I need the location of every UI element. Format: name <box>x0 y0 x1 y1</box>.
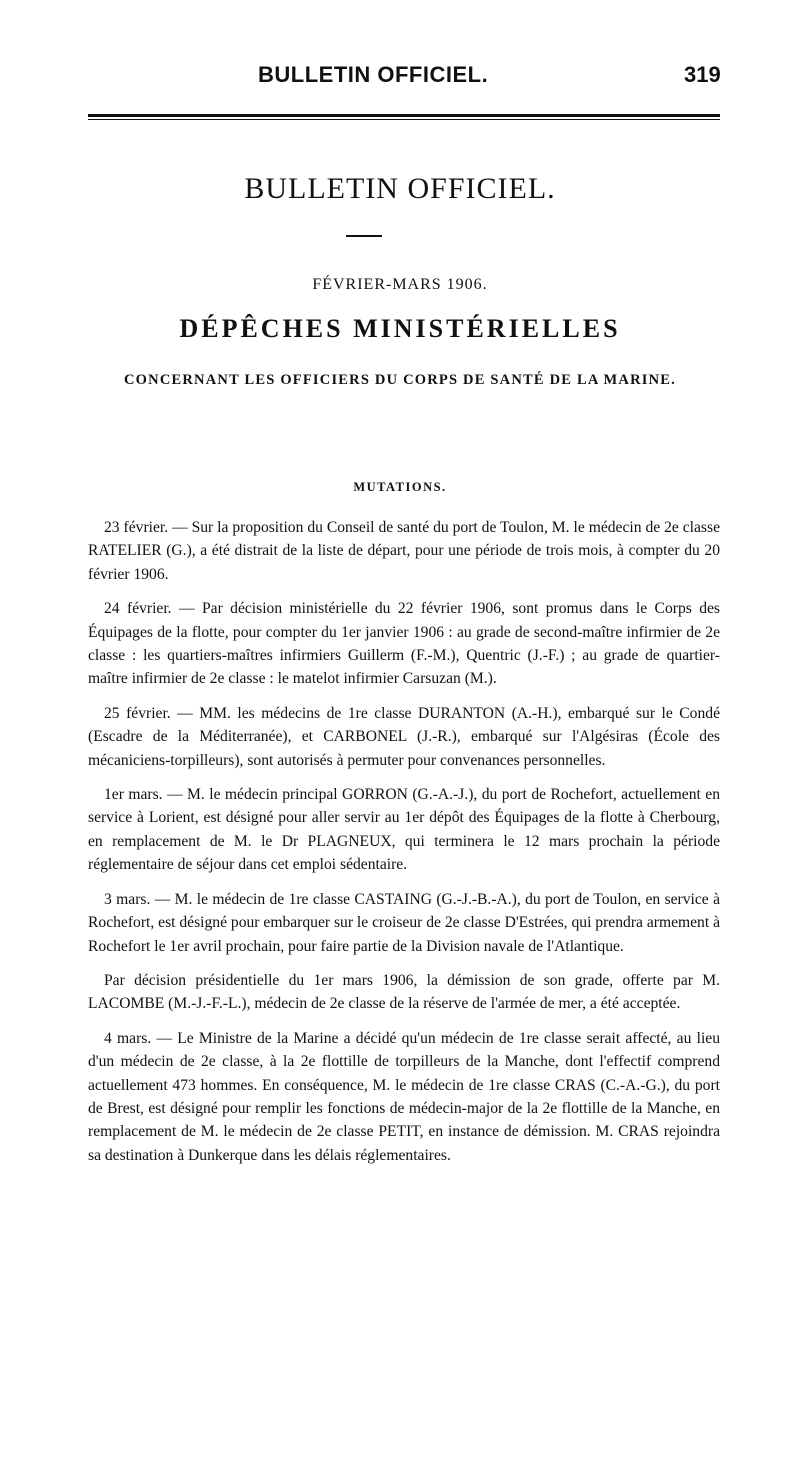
body-text <box>88 516 720 1178</box>
paragraph-24-fevrier: 24 février. — Par décision ministérielle du 22 février 1906, sont promus dans le Corps des Équipages de la flotte, pour compter du 1er janvier 1906 : au grade de second-maître infirmier de 2e classe : les quartiers-maîtres infirmiers Guillerm (F.-M.), Quentric (J.-F.) ; au grade de quartier-maître infirmier de 2e classe : le matelot infirmier Carsuzan (M.). <box>88 600 720 688</box>
header-rule-thick <box>88 114 720 117</box>
paragraph-23-fevrier: 23 février. — Sur la proposition du Conseil de santé du port de Toulon, M. le médecin de 2e classe RATELIER (G.), a été distrait de la liste de départ, pour une période de trois mois, à compter du 20 février 1906. <box>88 519 720 583</box>
page-number: 319 <box>684 62 721 87</box>
section-title: DÉPÊCHES MINISTÉRIELLES <box>179 314 621 343</box>
paragraph-decision-presidentielle: Par décision présidentielle du 1er mars 1906, la démission de son grade, offerte par M. LACOMBE (M.-J.-F.-L.), médecin de 2e classe de la réserve de l'armée de mer, a été acceptée. <box>88 971 720 1013</box>
paragraph-1er-mars: 1er mars. — M. le médecin principal GORRON (G.-A.-J.), du port de Rochefort, actuellement en service à Lorient, est désigné pour aller servir au 1er dépôt des Équipages de la flotte à Cherbourg, en remplacement de M. le Dr PLAGNEUX, qui terminera le 12 mars prochain la période réglementaire de séjour dans cet emploi sédentaire. <box>88 786 720 874</box>
date-heading: FÉVRIER-MARS 1906. <box>312 276 488 293</box>
section-subtitle: CONCERNANT LES OFFICIERS DU CORPS DE SANTÉ DE LA MARINE. <box>124 372 676 388</box>
running-header <box>0 62 800 92</box>
paragraph-4-mars: 4 mars. — Le Ministre de la Marine a décidé qu'un médecin de 1re classe serait affecté, au lieu d'un médecin de 2e classe, à la 2e flottille de torpilleurs de la Manche, dont l'effectif comprend actuellement 473 hommes. En conséquence, M. le médecin de 1re classe CRAS (C.-A.-G.), du port de Brest, est désigné pour remplir les fonctions de médecin-major de la 2e flottille de la Manche, en remplacement de M. le médecin de 2e classe PETIT, en instance de démission. M. CRAS rejoindra sa destination à Dunkerque dans les délais réglementaires. <box>88 1029 720 1164</box>
paragraph-3-mars: 3 mars. — M. le médecin de 1re classe CASTAING (G.-J.-B.-A.), du port de Toulon, en service à Rochefort, est désigné pour embarquer sur le croiseur de 2e classe D'Estrées, qui prendra armement à Rochefort le 1er avril prochain, pour faire partie de la Division navale de l'Atlantique. <box>88 890 720 955</box>
mutations-heading: MUTATIONS. <box>353 480 447 494</box>
header-rule-thin <box>88 119 720 120</box>
title-divider <box>346 235 382 237</box>
paragraph-25-fevrier: 25 février. — MM. les médecins de 1re classe DURANTON (A.-H.), embarqué sur le Condé (Escadre de la Méditerranée), et CARBONEL (J.-R.), embarqué sur l'Algésiras (École des mécaniciens-torpilleurs), sont autorisés à permuter pour convenances personnelles. <box>88 704 720 769</box>
main-title: BULLETIN OFFICIEL. <box>244 172 556 205</box>
running-title: BULLETIN OFFICIEL. <box>258 62 489 87</box>
